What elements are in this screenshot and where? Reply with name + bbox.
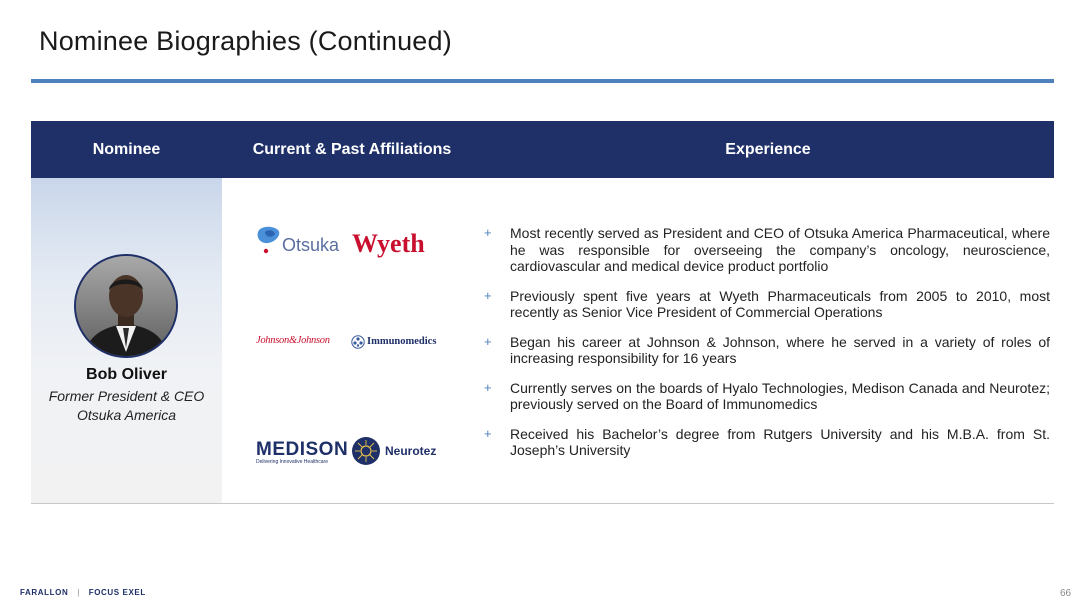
header-experience: Experience (725, 141, 811, 158)
nominee-company: Otsuka America (76, 407, 177, 423)
plus-bullet-icon: + (484, 287, 492, 303)
immunomedics-mark-icon (351, 335, 365, 349)
otsuka-wordmark: Otsuka (282, 235, 340, 255)
neurotez-logo (351, 436, 441, 466)
immunomedics-wordmark: Immunomedics (367, 336, 437, 347)
experience-text: Previously spent five years at Wyeth Pharmaceuticals from 2005 to 2010, most recently as Senior Vice President of Commercial Operations (510, 287, 1050, 320)
experience-item (484, 225, 1050, 275)
experience-item (484, 426, 1050, 459)
portrait-image (76, 256, 176, 356)
neurotez-wordmark: Neurotez (385, 444, 437, 458)
medison-wordmark: MEDISON (256, 439, 349, 460)
nominee-name: Bob Oliver (86, 366, 167, 383)
experience-text: Began his career at Johnson & Johnson, where he served in a variety of roles of increasing responsibility for 16 years (510, 333, 1050, 366)
immunomedics-logo (351, 334, 437, 350)
experience-text: Currently serves on the boards of Hyalo Technologies, Medison Canada and Neurotez; previously served on the Board of Immunomedics (510, 379, 1050, 412)
page-number: 66 (1060, 588, 1072, 599)
medison-tagline: Delivering Innovative Healthcare (256, 459, 328, 465)
wyeth-logo (352, 229, 436, 261)
plus-bullet-icon: + (484, 225, 492, 240)
otsuka-logo (256, 224, 342, 258)
plus-bullet-icon: + (484, 425, 492, 441)
focus-exel-brand: FOCUS EXEL (88, 588, 146, 597)
wyeth-wordmark: Wyeth (352, 229, 425, 258)
experience-list (484, 225, 1050, 472)
table-bottom-divider (31, 503, 1054, 504)
header-nominee: Nominee (92, 141, 161, 158)
page-title: Nominee Biographies (Continued) (39, 26, 452, 56)
nominee-column (31, 178, 222, 503)
footer-brand (20, 588, 146, 597)
experience-item (484, 380, 1050, 413)
plus-bullet-icon: + (484, 379, 492, 395)
experience-text: Most recently served as President and CEO of Otsuka America Pharmaceutical, where he was responsible for overseeing the company’s oncology, neuroscience, cardiovascular and medical device product portfolio (510, 225, 1050, 274)
table-header (31, 121, 1054, 178)
experience-item (484, 288, 1050, 321)
experience-text: Received his Bachelor’s degree from Rutgers University and his M.B.A. from St. Joseph’s University (510, 425, 1050, 458)
plus-bullet-icon: + (484, 333, 492, 349)
nominee-title: Former President & CEO (48, 388, 205, 404)
title-divider (31, 79, 1054, 83)
header-affiliations: Current & Past Affiliations (252, 141, 452, 158)
jnj-wordmark: Johnson&Johnson (256, 335, 330, 346)
experience-item (484, 334, 1050, 367)
johnson-johnson-logo (256, 334, 342, 350)
footer-separator: | (77, 588, 80, 597)
medison-logo (256, 439, 349, 467)
neurotez-mark-icon (351, 436, 381, 466)
nominee-photo (74, 254, 178, 358)
farallon-brand: FARALLON (20, 588, 69, 597)
